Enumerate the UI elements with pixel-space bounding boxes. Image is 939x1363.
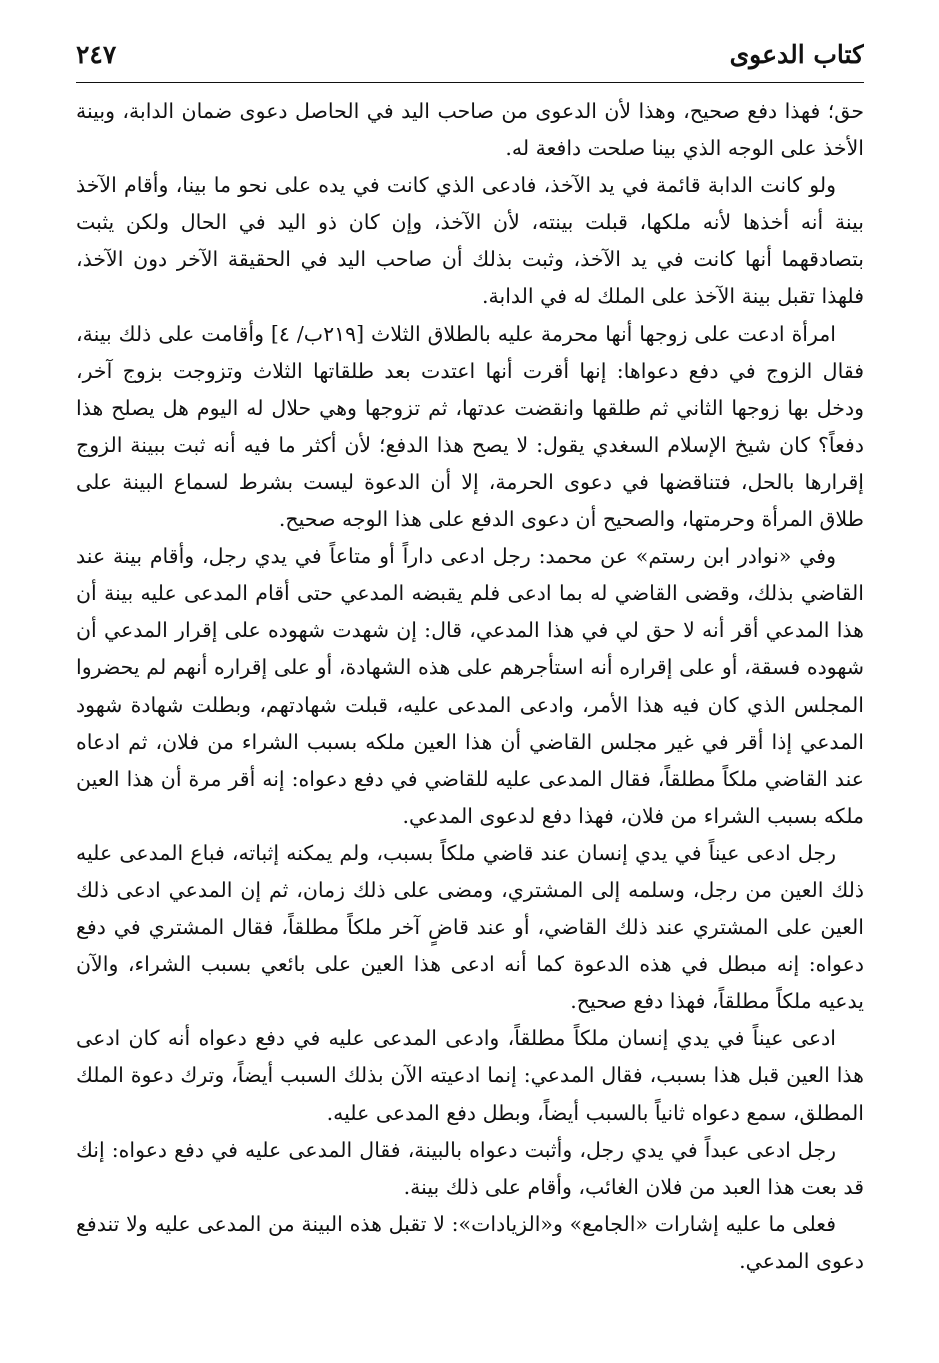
page-number: ٢٤٧ (76, 40, 117, 69)
page-header (76, 30, 864, 83)
body-text (76, 93, 864, 1280)
paragraph-3: امرأة ادعت على زوجها أنها محرمة عليه بالطلاق الثلاث [٢١٩ب/ ٤] وأقامت على ذلك بينة، فقال الزوج في دفع دعواها: إنها أقرت أنها اعتدت بعد طلقاتها الثلاث وتزوجت بزوج آخر، ودخل بها زوجها الثاني ثم طلقها وانقضت عدتها، ثم تزوجها وهي حلال له اليوم هل يصلح هذا دفعاً؟ كان شيخ الإسلام السغدي يقول: لا يصح هذا الدفع؛ لأن أكثر ما فيه أنه ثبت ببينة الزوج إقرارها بالحل، فتناقضها في دعوى الحرمة، إلا أن الدعوة ليست بشرط لسماع البينة على طلاق المرأة وحرمتها، والصحيح أن دعوى الدفع على هذا الوجه صحيح. (76, 321, 864, 532)
paragraph-8: فعلى ما عليه إشارات «الجامع» و«الزيادات»: لا تقبل هذه البينة من المدعى عليه ولا تندفع دعوى المدعي. (76, 1211, 864, 1273)
book-page (76, 30, 864, 1350)
paragraph-6: ادعى عيناً في يدي إنسان ملكاً مطلقاً، وادعى المدعى عليه في دفع دعواه أنه كان ادعى هذا العين قبل هذا بسبب، فقال المدعي: إنما ادعيته الآن بذلك السبب أيضاً، وترك دعوة الملك المطلق، سمع دعواه ثانياً بالسبب أيضاً، وبطل دفع المدعى عليه. (76, 1026, 864, 1125)
paragraph-4: وفي «نوادر ابن رستم» عن محمد: رجل ادعى داراً أو متاعاً في يدي رجل، وأقام بينة عند القاضي بذلك، وقضى القاضي له بما ادعى فلم يقبضه المدعي حتى أقام المدعى عليه بينة أن هذا المدعي أقر أنه لا حق لي في هذا المدعي، قال: إن شهدت شهوده على إقرار المدعي أن شهوده فسقة، أو على إقراره أنه استأجرهم على هذه الشهادة، أو على إقراره أنهم لم يحضروا المجلس الذي كان فيه هذا الأمر، وادعى المدعى عليه، قبلت شهادتهم، وبطلت شهادة شهود المدعي إذا أقر في غير مجلس القاضي أن هذا العين ملكه بسبب الشراء من فلان، ثم ادعاه عند القاضي ملكاً مطلقاً، فقال المدعى عليه للقاضي في دفع دعواه: إنه أقر مرة أن هذا العين ملكه بسبب الشراء من فلان، فهذا دفع لدعوى المدعي. (76, 544, 864, 828)
paragraph-2: ولو كانت الدابة قائمة في يد الآخذ، فادعى الذي كانت في يده على نحو ما بينا، وأقام الآخذ بينة أنه أخذها لأنه ملكها، قبلت بينته، لأن الآخذ، وإن كان ذو اليد في الحال ولكن يثبت بتصادقهما أنها كانت في يد الآخذ، وثبت بذلك أن صاحب اليد في الحقيقة الآخر دون الآخذ، فلهذا تقبل بينة الآخذ على الملك له في الدابة. (76, 173, 864, 309)
paragraph-5: رجل ادعى عيناً في يدي إنسان عند قاضي ملكاً بسبب، ولم يمكنه إثباته، فباع المدعى عليه ذلك العين من رجل، وسلمه إلى المشتري، ومضى على ذلك زمان، ثم إن المدعي ادعى ذلك العين على المشتري عند ذلك القاضي، أو عند قاضٍ آخر ملكاً مطلقاً، فقال المشتري في دفع دعواه: إنه مبطل في هذه الدعوة كما أنه ادعى هذا العين على بائعي بسبب الشراء، والآن يدعيه ملكاً مطلقاً، فهذا دفع صحيح. (76, 840, 864, 1014)
paragraph-7: رجل ادعى عبداً في يدي رجل، وأثبت دعواه بالبينة، فقال المدعى عليه في دفع دعواه: إنك قد بعت هذا العبد من فلان الغائب، وأقام على ذلك بينة. (76, 1137, 864, 1199)
running-title: كتاب الدعوى (729, 40, 864, 69)
paragraph-1: حق؛ فهذا دفع صحيح، وهذا لأن الدعوى من صاحب اليد في الحاصل دعوى ضمان الدابة، وبينة الأخذ على الوجه الذي بينا صلحت دافعة له. (76, 99, 864, 161)
